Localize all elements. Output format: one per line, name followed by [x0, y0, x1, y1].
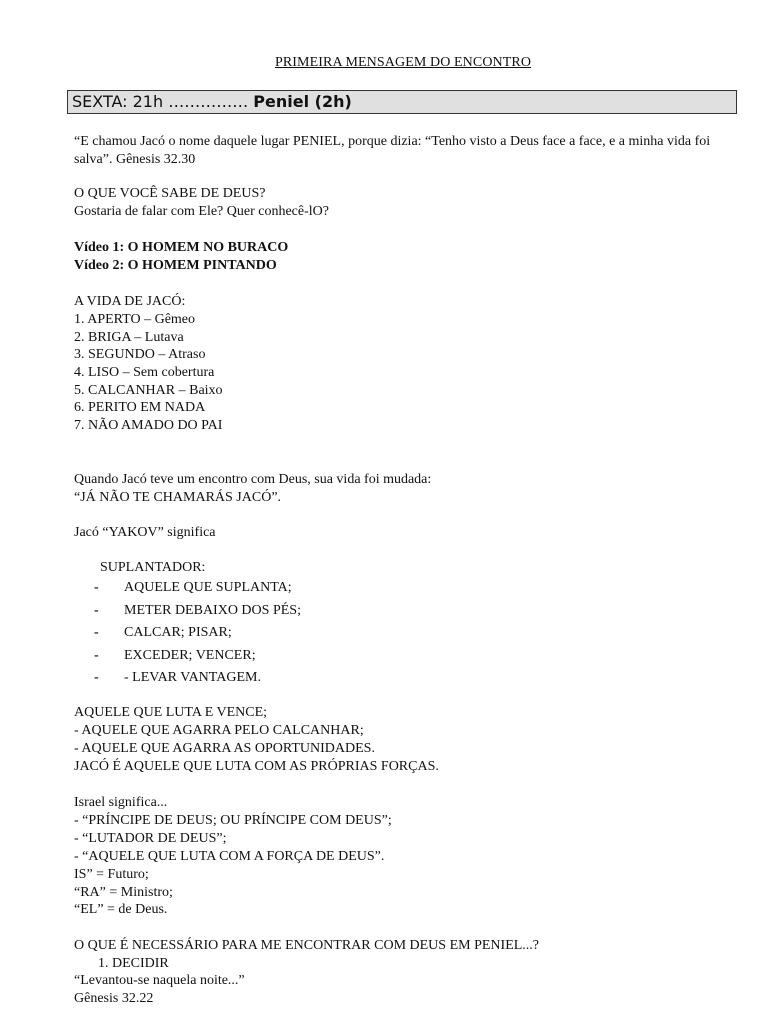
israel-line: - “PRÍNCIPE DE DEUS; OU PRÍNCIPE COM DEUS”;: [74, 813, 392, 828]
dash-bullet: -: [94, 647, 99, 663]
jacob-life-item: 2. BRIGA – Lutava: [74, 329, 184, 345]
opening-quote: “E chamou Jacó o nome daquele lugar PENIEL, porque dizia: “Tenho visto a Deus face a face, e a minha vida foi salva”. Gênesis 32.30: [74, 134, 711, 167]
israel-line: - “AQUELE QUE LUTA COM A FORÇA DE DEUS”.: [74, 849, 385, 864]
suplantador-list: [94, 577, 301, 690]
dash-bullet: -: [94, 580, 99, 595]
session-header-box: [67, 90, 737, 114]
dash-bullet: -: [94, 602, 99, 618]
list-item-text: EXCEDER; VENCER;: [124, 647, 256, 663]
fighter-line: AQUELE QUE LUTA E VENCE;: [74, 705, 268, 720]
yakov-line: Jacó “YAKOV” significa: [74, 525, 216, 540]
session-header-topic: Peniel (2h): [253, 92, 352, 111]
israel-line: “RA” = Ministro;: [74, 885, 173, 900]
israel-line: Israel significa...: [74, 795, 168, 810]
question-line: O QUE VOCÊ SABE DE DEUS?: [74, 186, 266, 201]
jacob-life-heading: A VIDA DE JACÓ:: [74, 294, 186, 309]
israel-line: - “LUTADOR DE DEUS”;: [74, 831, 227, 846]
israel-line: “EL” = de Deus.: [74, 902, 168, 917]
dash-bullet: -: [94, 625, 99, 640]
list-item-text: AQUELE QUE SUPLANTA;: [124, 580, 292, 595]
list-item: [94, 600, 301, 623]
list-item-text: - LEVAR VANTAGEM.: [124, 670, 261, 685]
fighter-line: - AQUELE QUE AGARRA AS OPORTUNIDADES.: [74, 741, 375, 756]
necessary-line: Gênesis 32.22: [74, 991, 154, 1006]
jacob-life-item: 5. CALCANHAR – Baixo: [74, 382, 223, 398]
jacob-life-item: 4. LISO – Sem cobertura: [74, 365, 215, 380]
jacob-life-item: 7. NÃO AMADO DO PAI: [74, 418, 223, 433]
session-header-prefix: SEXTA: 21h ……………: [72, 92, 254, 111]
necessary-step: 1. DECIDIR: [98, 956, 169, 971]
video-line: Vídeo 1: O HOMEM NO BURACO: [74, 240, 289, 255]
fighter-line: JACÓ É AQUELE QUE LUTA COM AS PRÓPRIAS FORÇAS.: [74, 759, 439, 774]
necessary-line: “Levantou-se naquela noite...”: [74, 973, 245, 988]
list-item: [94, 667, 301, 690]
document-title: PRIMEIRA MENSAGEM DO ENCONTRO: [274, 55, 532, 70]
suplantador-heading: SUPLANTADOR:: [100, 560, 206, 575]
list-item-text: METER DEBAIXO DOS PÉS;: [124, 602, 301, 618]
dash-bullet: -: [94, 670, 99, 685]
video-line: Vídeo 2: O HOMEM PINTANDO: [74, 258, 277, 273]
list-item: [94, 622, 301, 645]
list-item: [94, 645, 301, 668]
jacob-life-item: 1. APERTO – Gêmeo: [74, 312, 196, 327]
question-line: Gostaria de falar com Ele? Quer conhecê-lO?: [74, 204, 329, 219]
list-item: [94, 577, 301, 600]
israel-line: IS” = Futuro;: [74, 867, 149, 882]
jacob-life-item: 3. SEGUNDO – Atraso: [74, 347, 206, 362]
encounter-line: Quando Jacó teve um encontro com Deus, sua vida foi mudada:: [74, 472, 432, 487]
encounter-line: “JÁ NÃO TE CHAMARÁS JACÓ”.: [74, 490, 282, 505]
necessary-question: O QUE É NECESSÁRIO PARA ME ENCONTRAR COM DEUS EM PENIEL...?: [74, 938, 540, 953]
list-item-text: CALCAR; PISAR;: [124, 625, 232, 640]
jacob-life-item: 6. PERITO EM NADA: [74, 400, 206, 415]
fighter-line: - AQUELE QUE AGARRA PELO CALCANHAR;: [74, 723, 364, 738]
